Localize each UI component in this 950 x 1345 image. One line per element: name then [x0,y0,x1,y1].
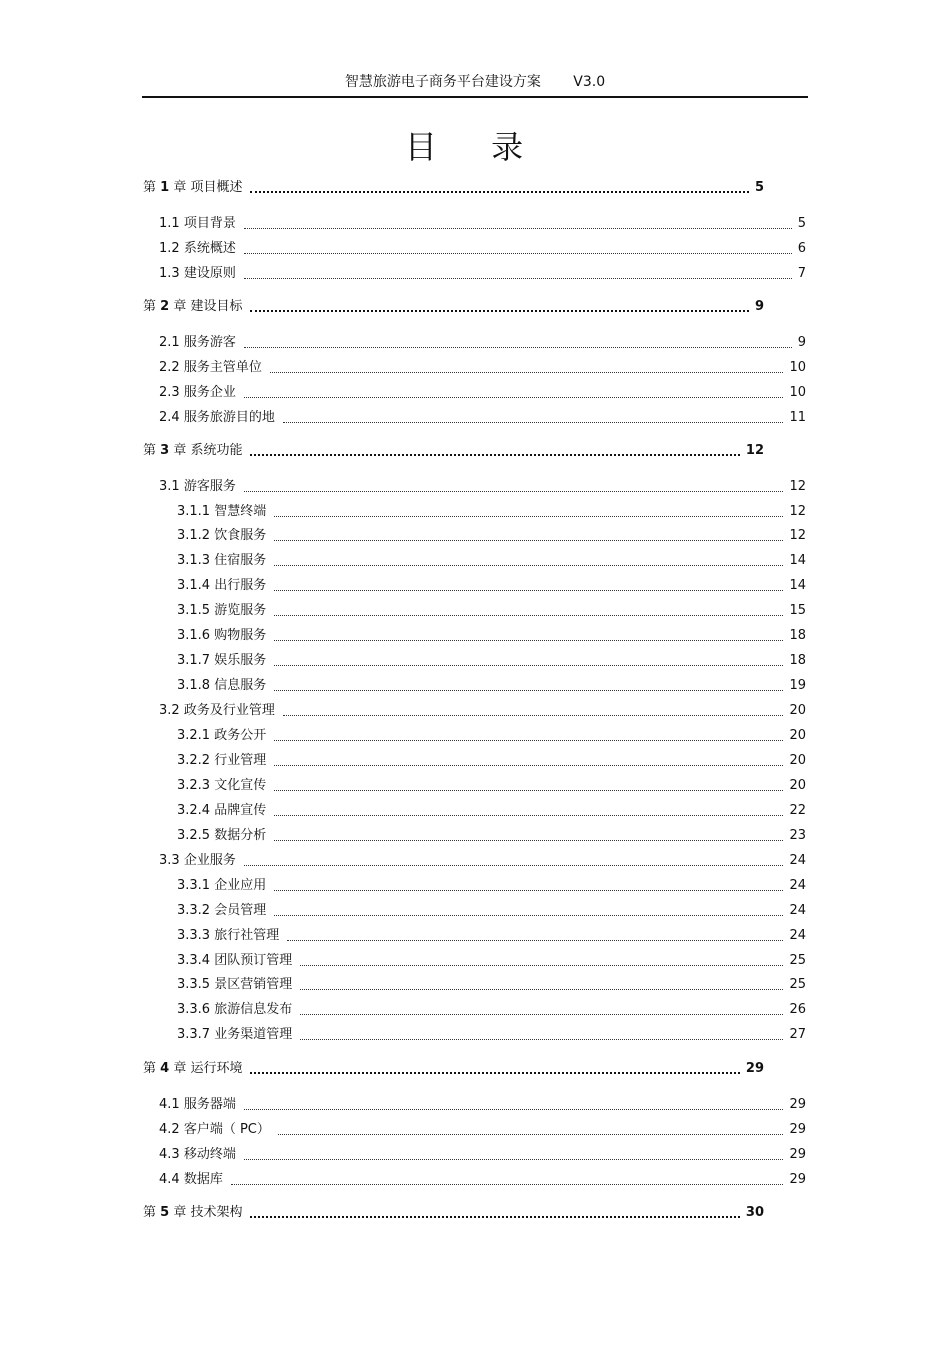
section-title: 服务旅游目的地 [183,410,275,425]
toc-entry-label [177,526,274,546]
toc-entry-label [143,1203,250,1223]
toc-entry-label [143,1059,250,1079]
page-number: 20 [789,703,806,718]
dot-leader [244,1109,784,1110]
toc-entry-label [177,751,274,771]
section-title: 服务游客 [183,335,236,350]
section-number: 2.2 [159,360,184,375]
section-number: 1.1 [159,216,184,231]
dot-leader [244,491,784,492]
document-title: 智慧旅游电子商务平台建设方案 [344,74,541,90]
section-number: 3.2 [159,703,184,718]
toc-title: 目 录 [404,128,546,166]
page-number: 5 [754,180,764,195]
section-title: 业务渠道管理 [214,1027,293,1042]
dot-leader [274,615,783,616]
toc-subsection-entry[interactable] [177,901,806,921]
page-number: 12 [789,528,806,543]
toc-entry-label [159,333,244,353]
toc-chapter-entry[interactable] [143,1203,764,1223]
section-title: 旅行社管理 [214,928,280,943]
dot-leader [274,565,783,566]
chapter-number: 5 [160,1205,170,1220]
section-number: 3.1.7 [177,653,215,668]
toc-entry-label [177,826,274,846]
toc-section-entry[interactable] [159,383,806,403]
section-title: 企业服务 [183,853,236,868]
page-number: 23 [789,828,806,843]
toc-entry-label [177,576,274,596]
section-number: 4.2 [159,1122,184,1137]
page-header [142,70,808,98]
section-number: 3.3.5 [177,977,215,992]
section-title: 旅游信息发布 [214,1002,293,1017]
toc-section-entry[interactable] [159,214,806,234]
section-title: 住宿服务 [214,553,267,568]
dot-leader [250,191,748,193]
toc-subsection-entry[interactable] [177,876,806,896]
dot-leader [274,640,783,641]
chapter-suffix: 章 [169,443,191,458]
toc-chapter-entry[interactable] [143,297,764,317]
section-number: 3.1.1 [177,504,215,519]
dot-leader [274,765,783,766]
section-title: 文化宣传 [214,778,267,793]
page-number: 20 [789,753,806,768]
page-number: 12 [745,443,764,458]
toc-subsection-entry[interactable] [177,626,806,646]
section-number: 3.3.4 [177,953,215,968]
page-number: 10 [789,385,806,400]
section-number: 2.4 [159,410,184,425]
dot-leader [244,397,784,398]
dot-leader [274,815,783,816]
page-number: 15 [789,603,806,618]
toc-chapter-entry[interactable] [143,178,764,198]
toc-entry-label [177,776,274,796]
section-number: 3.2.4 [177,803,215,818]
dot-leader [274,690,783,691]
toc-entry-label [159,1095,244,1115]
chapter-prefix: 第 [143,299,161,314]
section-title: 政务及行业管理 [183,703,275,718]
section-title: 建设原则 [183,266,236,281]
page-number: 14 [789,578,806,593]
toc-subsection-entry[interactable] [177,526,806,546]
page-number: 14 [789,553,806,568]
section-title: 数据库 [183,1172,223,1187]
dot-leader [250,1216,739,1218]
section-title: 团队预订管理 [214,953,293,968]
section-title: 信息服务 [214,678,267,693]
section-number: 1.3 [159,266,184,281]
section-title: 移动终端 [183,1147,236,1162]
section-title: 系统概述 [183,241,236,256]
section-title: 娱乐服务 [214,653,267,668]
page-number: 12 [789,504,806,519]
toc-entry-label [177,651,274,671]
toc-entry-label [159,1170,231,1190]
toc-entry-label [177,951,300,971]
section-title: 饮食服务 [214,528,267,543]
toc-entry-label [159,408,283,428]
page-number: 29 [789,1172,806,1187]
toc-entry-label [177,926,287,946]
toc-subsection-entry[interactable] [177,551,806,571]
page-number: 18 [789,628,806,643]
page-number: 5 [797,216,806,231]
toc-entry-label [177,1025,300,1045]
section-number: 3.1.4 [177,578,215,593]
section-title: 游客服务 [183,479,236,494]
page-number: 19 [789,678,806,693]
section-title: 游览服务 [214,603,267,618]
toc-entry-label [177,876,274,896]
dot-leader [300,1014,783,1015]
toc-chapter-entry[interactable] [143,441,764,461]
toc-section-entry[interactable] [159,239,806,259]
toc-entry-label [177,502,274,522]
page-number: 12 [789,479,806,494]
dot-leader [250,454,739,456]
page-number: 18 [789,653,806,668]
page-number: 7 [797,266,806,281]
dot-leader [300,1039,783,1040]
page-number: 30 [745,1205,764,1220]
toc-section-entry[interactable] [159,358,806,378]
section-title: 智慧终端 [214,504,267,519]
section-number: 3.2.1 [177,728,215,743]
dot-leader [287,940,783,941]
dot-leader [274,740,783,741]
dot-leader [300,989,783,990]
section-number: 2.3 [159,385,184,400]
toc-entry-label [143,178,250,198]
page-number: 24 [789,928,806,943]
section-title: 购物服务 [214,628,267,643]
toc-entry-label [159,214,244,234]
chapter-number: 3 [160,443,170,458]
section-number: 3.2.3 [177,778,215,793]
section-number: 3.1.2 [177,528,215,543]
dot-leader [274,665,783,666]
chapter-suffix: 章 [169,1061,191,1076]
toc-entry-label [177,801,274,821]
dot-leader [274,516,783,517]
section-title: 出行服务 [214,578,267,593]
dot-leader [244,253,792,254]
toc-entry-label [159,264,244,284]
chapter-number: 2 [160,299,170,314]
toc-entry-label [159,1145,244,1165]
toc-subsection-entry[interactable] [177,951,806,971]
section-number: 4.1 [159,1097,184,1112]
section-number: 3.1 [159,479,184,494]
toc-subsection-entry[interactable] [177,826,806,846]
toc-entry-label [177,901,274,921]
toc-section-entry[interactable] [159,264,806,284]
toc-subsection-entry[interactable] [177,1000,806,1020]
toc-subsection-entry[interactable] [177,926,806,946]
toc-section-entry[interactable] [159,851,806,871]
dot-leader [244,865,784,866]
toc-entry-label [177,975,300,995]
section-number: 3.1.8 [177,678,215,693]
toc-entry-label [177,626,274,646]
document-version: V3.0 [573,74,606,90]
section-title: 数据分析 [214,828,267,843]
section-title: 政务公开 [214,728,267,743]
page-number: 6 [797,241,806,256]
dot-leader [274,790,783,791]
dot-leader [274,915,783,916]
section-title: 企业应用 [214,878,267,893]
toc-subsection-entry[interactable] [177,676,806,696]
page-number: 25 [789,977,806,992]
dot-leader [283,715,784,716]
toc-chapter-entry[interactable] [143,1059,764,1079]
chapter-prefix: 第 [143,180,161,195]
chapter-prefix: 第 [143,443,161,458]
dot-leader [244,1159,784,1160]
section-title: 服务主管单位 [183,360,262,375]
chapter-suffix: 章 [169,1205,191,1220]
dot-leader [274,840,783,841]
chapter-prefix: 第 [143,1205,161,1220]
section-title: 项目背景 [183,216,236,231]
page-number: 10 [789,360,806,375]
toc-subsection-entry[interactable] [177,1025,806,1045]
section-number: 3.3.7 [177,1027,215,1042]
page-number: 26 [789,1002,806,1017]
dot-leader [278,1134,784,1135]
toc-section-entry[interactable] [159,701,806,721]
section-title: 客户端（ PC） [183,1122,270,1137]
section-number: 3.3.1 [177,878,215,893]
page-number: 29 [789,1147,806,1162]
toc-entry-label [177,601,274,621]
toc-section-entry[interactable] [159,333,806,353]
toc-subsection-entry[interactable] [177,651,806,671]
toc-subsection-entry[interactable] [177,751,806,771]
section-number: 3.1.5 [177,603,215,618]
toc-entry-label [177,726,274,746]
section-number: 3.3.3 [177,928,215,943]
dot-leader [300,965,783,966]
toc-subsection-entry[interactable] [177,801,806,821]
section-title: 景区营销管理 [214,977,293,992]
toc-subsection-entry[interactable] [177,975,806,995]
section-number: 4.3 [159,1147,184,1162]
dot-leader [244,228,792,229]
toc-entry-label [177,676,274,696]
section-number: 3.3.2 [177,903,215,918]
chapter-title: 技术架构 [190,1205,243,1220]
section-number: 3.2.5 [177,828,215,843]
toc-entry-label [159,701,283,721]
chapter-title: 运行环境 [190,1061,243,1076]
dot-leader [270,372,784,373]
dot-leader [274,890,783,891]
page-number: 9 [754,299,764,314]
toc-subsection-entry[interactable] [177,502,806,522]
dot-leader [274,590,783,591]
page-number: 24 [789,878,806,893]
toc-entry-label [159,1120,278,1140]
section-title: 品牌宣传 [214,803,267,818]
toc-entry-label [159,239,244,259]
chapter-title: 建设目标 [190,299,243,314]
page-number: 11 [789,410,806,425]
toc-entry-label [143,297,250,317]
toc-section-entry[interactable] [159,1145,806,1165]
toc-entry-label [159,358,270,378]
chapter-suffix: 章 [169,299,191,314]
toc-subsection-entry[interactable] [177,776,806,796]
section-number: 3.3 [159,853,184,868]
page-number: 25 [789,953,806,968]
chapter-prefix: 第 [143,1061,161,1076]
page-number: 20 [789,728,806,743]
toc-section-entry[interactable] [159,1170,806,1190]
section-number: 1.2 [159,241,184,256]
page-number: 9 [797,335,806,350]
section-title: 会员管理 [214,903,267,918]
chapter-number: 1 [160,180,170,195]
section-title: 服务器端 [183,1097,236,1112]
chapter-title: 项目概述 [190,180,243,195]
chapter-number: 4 [160,1061,170,1076]
toc-subsection-entry[interactable] [177,726,806,746]
section-number: 3.3.6 [177,1002,215,1017]
page-number: 24 [789,903,806,918]
dot-leader [274,540,783,541]
page-number: 29 [745,1061,764,1076]
page-number: 20 [789,778,806,793]
section-number: 3.1.6 [177,628,215,643]
dot-leader [244,278,792,279]
dot-leader [250,1072,739,1074]
toc-subsection-entry[interactable] [177,601,806,621]
toc-entry-label [159,851,244,871]
page-number: 22 [789,803,806,818]
toc-entry-label [159,477,244,497]
toc-entry-label [177,1000,300,1020]
toc-section-entry[interactable] [159,477,806,497]
section-title: 行业管理 [214,753,267,768]
page-number: 29 [789,1122,806,1137]
toc-entry-label [159,383,244,403]
toc-section-entry[interactable] [159,1095,806,1115]
section-title: 服务企业 [183,385,236,400]
section-number: 3.1.3 [177,553,215,568]
toc-subsection-entry[interactable] [177,576,806,596]
section-number: 2.1 [159,335,184,350]
dot-leader [283,422,784,423]
page-number: 24 [789,853,806,868]
chapter-title: 系统功能 [190,443,243,458]
dot-leader [231,1184,784,1185]
toc-section-entry[interactable] [159,408,806,428]
chapter-suffix: 章 [169,180,191,195]
section-number: 4.4 [159,1172,184,1187]
dot-leader [244,347,792,348]
page-number: 27 [789,1027,806,1042]
page-number: 29 [789,1097,806,1112]
toc-section-entry[interactable] [159,1120,806,1140]
section-number: 3.2.2 [177,753,215,768]
toc-entry-label [143,441,250,461]
toc-entry-label [177,551,274,571]
dot-leader [250,310,748,312]
